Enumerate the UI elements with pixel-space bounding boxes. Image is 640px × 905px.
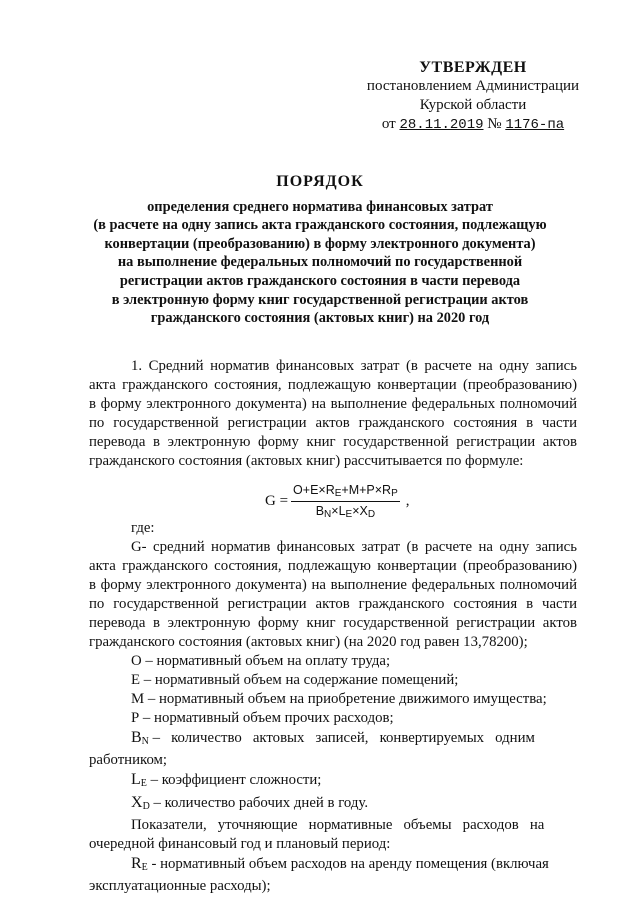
definition-line: в форму электронного документа) на выполнение федеральных полномочий — [89, 577, 577, 593]
document-title-block — [90, 173, 550, 328]
title-line: на выполнение федеральных полномочий по государственной — [117, 254, 523, 271]
approval-number-label: № — [487, 116, 502, 132]
definition-m: М – нормативный объем на приобретение движимого имущества; — [131, 691, 547, 707]
definition-re: $R_E$ - нормативный объем расходов на аренду помещения (включая — [131, 855, 549, 873]
definition-line: гражданского состояния (актовых книг) (на 2020 год равен 13,78200); — [89, 634, 528, 650]
where-label: где: — [131, 520, 155, 536]
definition-line: G- средний норматив финансовых затрат (в расчете на одну запись — [131, 539, 577, 555]
definition-bn: $B_N$ – количество актовых записей, конвертируемых одним — [131, 729, 535, 747]
definition-xd: $X_D$ – количество рабочих дней в году. — [131, 794, 369, 812]
indicators-line: очередной финансовый год и плановый период: — [89, 836, 391, 852]
definition-re-cont: эксплуатационные расходы); — [89, 878, 271, 894]
title-line: конвертации (преобразованию) в форму электронного документа) — [104, 235, 536, 252]
paragraph-line: 1. Средний норматив финансовых затрат (в расчете на одну запись — [131, 358, 577, 374]
definition-p: Р – нормативный объем прочих расходов; — [131, 710, 394, 726]
approval-heading: УТВЕРЖДЕН — [419, 59, 527, 76]
title-line: (в расчете на одну запись акта гражданского состояния, подлежащую — [93, 217, 547, 234]
approval-from-label: от — [381, 116, 396, 132]
document-title: ПОРЯДОК — [276, 173, 364, 190]
formula-lhs: G = — [265, 492, 289, 509]
definition-e: Е – нормативный объем на содержание помещений; — [131, 672, 459, 688]
title-line: определения среднего норматива финансовых затрат — [147, 198, 493, 215]
paragraph-line: по государственной регистрации актов гражданского состояния в части — [89, 415, 577, 431]
indicators-line: Показатели, уточняющие нормативные объемы расходов на — [131, 817, 545, 833]
definition-o: О – нормативный объем на оплату труда; — [131, 653, 391, 669]
approval-line-1: постановлением Администрации — [366, 78, 580, 94]
approval-number: 1176-па — [505, 117, 565, 133]
approval-line-2: Курской области — [419, 97, 527, 113]
title-line: в электронную форму книг государственной регистрации актов — [111, 291, 529, 308]
approval-date: 28.11.2019 — [399, 117, 484, 133]
paragraph-line: перевода в электронную форму книг государственной регистрации актов — [89, 434, 577, 450]
approval-stamp — [348, 58, 598, 135]
paragraph-line: гражданского состояния (актовых книг) рассчитывается по формуле: — [89, 453, 524, 469]
definition-line: по государственной регистрации актов гражданского состояния в части — [89, 596, 577, 612]
paragraph-line: акта гражданского состояния, подлежащую конвертации (преобразованию) — [89, 377, 577, 393]
formula-denominator: $B_N\times L_E\times X_D$ — [315, 503, 376, 520]
formula-numerator: $O+E\times R_E+M+P\times R_P$ — [291, 483, 400, 502]
definition-line: перевода в электронную форму книг государственной регистрации актов — [89, 615, 577, 631]
title-line: гражданского состояния (актовых книг) на 2020 год — [150, 310, 490, 327]
formula-comma: , — [405, 492, 410, 509]
definition-line: акта гражданского состояния, подлежащую конвертации (преобразованию) — [89, 558, 577, 574]
paragraph-line: в форму электронного документа) на выполнение федеральных полномочий — [89, 396, 577, 412]
intro-paragraph — [89, 357, 577, 471]
approval-date-line — [348, 115, 598, 135]
definitions-section — [89, 519, 577, 896]
formula-fraction — [291, 483, 400, 520]
definition-le: $L_E$ – коэффициент сложности; — [131, 771, 322, 789]
title-line: регистрации актов гражданского состояния в части перевода — [119, 272, 521, 289]
definition-bn-cont: работником; — [89, 752, 168, 768]
